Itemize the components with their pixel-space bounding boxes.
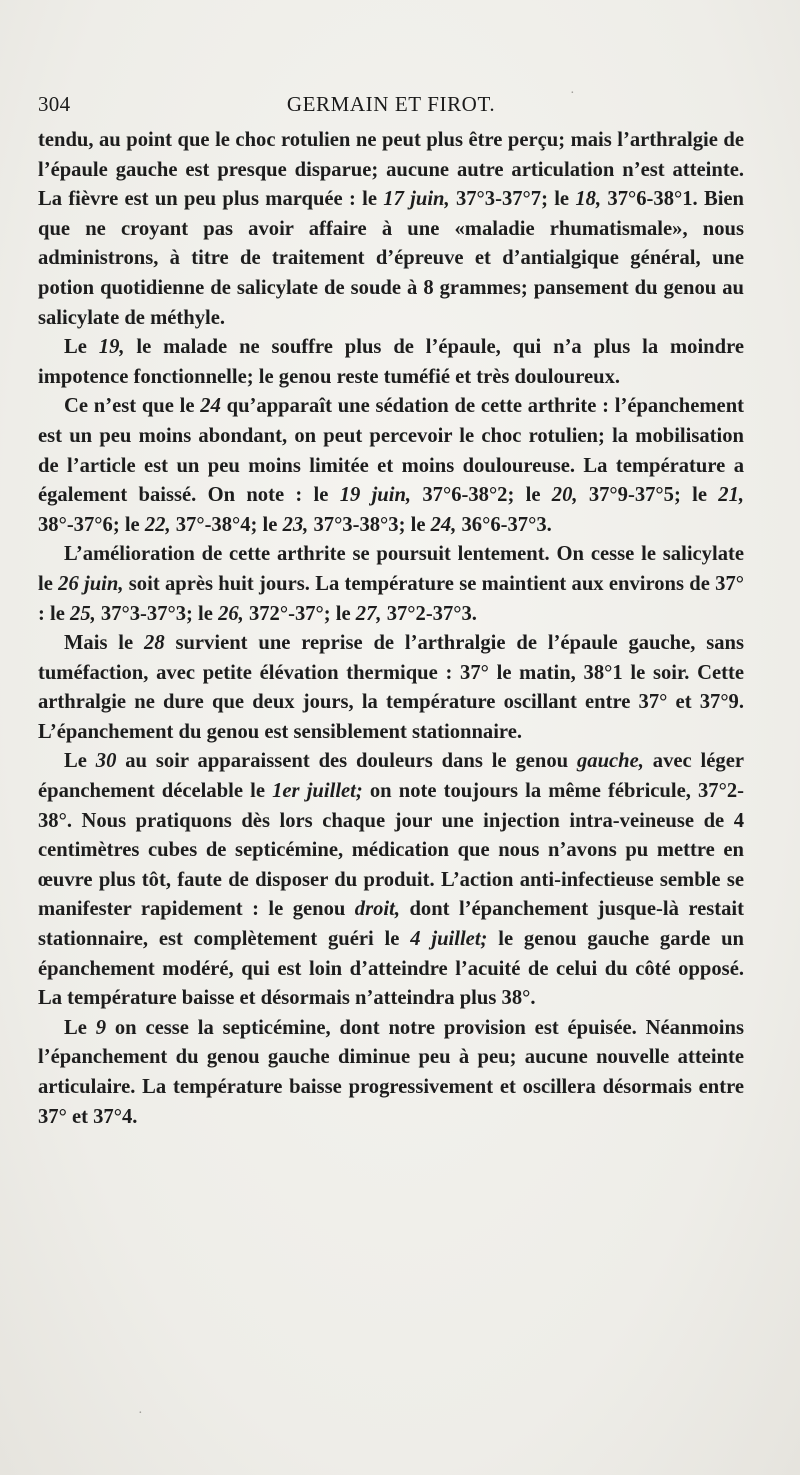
running-title: GERMAIN ET FIROT. [286, 92, 496, 116]
paragraph [38, 540, 744, 629]
paragraph [38, 333, 744, 392]
italic-text: 30 [95, 750, 117, 773]
text-run: 372°-37°; le [243, 602, 356, 625]
text-run: dont l’épanchement jusque-là restait stationnaire, est complètement guéri le [38, 898, 744, 951]
text-run: avec léger épanchement décelable le [38, 750, 744, 803]
paragraph [38, 629, 744, 747]
text-run: qu’apparaît une sédation de cette arthrite : l’épanchement est un peu moins abondant, on peut percevoir le choc rotulien; la mobilisation de l’article est un peu moins limitée et moins douloureuse. La température a également baissé. On note : le [38, 395, 744, 507]
italic-text: 24 [200, 395, 221, 418]
italic-text: 19 juin, [339, 484, 412, 507]
paragraph [38, 392, 744, 540]
italic-text: 25, [70, 602, 96, 625]
italic-text: 22, [144, 513, 171, 536]
text-run: survient une reprise de l’arthralgie de l’épaule gauche, sans tuméfaction, avec petite élévation thermique : 37° le matin, 38°1 le soir. Cette arthralgie ne dure que deux jours, la température oscillant entre 37° et 37°9. L’épanchement du genou est sensiblement stationnaire. [38, 632, 744, 743]
text-run: 37°6-38°2; le [411, 484, 552, 507]
italic-text: 17 juin, [383, 188, 450, 211]
italic-text: 1er juillet; [272, 780, 363, 803]
text-run: 37°9-37°5; le [577, 484, 719, 507]
italic-text: 9 [95, 1016, 107, 1039]
paragraph [38, 747, 744, 1013]
italic-text: 23, [282, 513, 309, 536]
italic-text: gauche, [576, 750, 644, 773]
paragraph [38, 126, 744, 333]
text-run: 38°-37°6; le [38, 513, 145, 536]
text-run: Le [64, 750, 96, 773]
paragraph [38, 1014, 744, 1132]
text-run: L’amélioration de cette arthrite se poursuit lentement. On cesse le salicylate le [38, 543, 744, 595]
text-run: Le [64, 1016, 96, 1039]
italic-text: 26, [218, 602, 244, 625]
text-run: Mais le [64, 632, 145, 655]
print-speck: · [138, 1406, 143, 1421]
italic-text: 20, [551, 484, 578, 507]
text-run: 37°2-37°3. [381, 602, 477, 625]
running-head [38, 92, 744, 126]
print-speck: · [570, 86, 575, 101]
italic-text: 24, [430, 513, 457, 536]
italic-text: 26 juin, [58, 572, 124, 595]
text-run: 37°3-37°7; le [449, 188, 576, 211]
italic-text: droit, [354, 898, 400, 921]
text-run: 37°3-37°3; le [95, 602, 219, 625]
text-run: tendu, au point que le choc rotulien ne peut plus être perçu; mais l’arthralgie de l’épaule gauche est presque disparue; aucune autre articulation n’est atteinte. La fièvre est un peu plus marquée : le [38, 129, 744, 211]
text-run: on cesse la septicémine, dont notre provision est épuisée. Néanmoins l’épanchement du genou gauche diminue peu à peu; aucune nouvelle atteinte articulaire. La température baisse progressivement et oscillera désormais entre 37° et 37°4. [38, 1016, 744, 1128]
text-run: 37°6-38°1. Bien que ne croyant pas avoir affaire à une «maladie rhumatismale», nous administrons, à titre de traitement d’épreuve et d’antialgique général, une potion quotidienne de salicylate de soude à 8 grammes; pansement du genou au salicylate de méthyle. [38, 188, 745, 329]
page-number: 304 [38, 92, 71, 116]
italic-text: 27, [355, 602, 382, 625]
text-run: 37°3-38°3; le [308, 513, 431, 536]
text-run: on note toujours la même fébricule, 37°2-38°. Nous pratiquons dès lors chaque jour une injection intra-veineuse de 4 centimètres cubes de septicémine, médication que nous n’avons pu mettre en œuvre plus tôt, faute de disposer du produit. L’action anti-infectieuse semble se manifester rapidement : le genou [38, 780, 744, 921]
text-run: soit après huit jours. La température se maintient aux environs de 37° : le [38, 572, 744, 625]
text-run: au soir apparaissent des douleurs dans le genou [116, 750, 577, 773]
text-run: le genou gauche garde un épanchement modéré, qui est loin d’atteindre l’acuité de celui du côté opposé. La température baisse et désormais n’atteindra plus 38°. [38, 928, 744, 1010]
text-run: 37°-38°4; le [170, 513, 283, 536]
text-run: le malade ne souffre plus de l’épaule, qui n’a plus la moindre impotence fonctionnelle; le genou reste tuméfié et très douloureux. [38, 336, 745, 388]
italic-text: 18, [575, 188, 602, 211]
italic-text: 21, [718, 484, 745, 507]
text-run: 36°6-37°3. [456, 513, 552, 536]
italic-text: 4 juillet; [410, 928, 488, 951]
text-run: Le [64, 336, 99, 359]
text-run: Ce n’est que le [64, 395, 201, 418]
italic-text: 19, [98, 336, 125, 359]
body-text [38, 126, 744, 1132]
italic-text: 28 [144, 632, 165, 655]
